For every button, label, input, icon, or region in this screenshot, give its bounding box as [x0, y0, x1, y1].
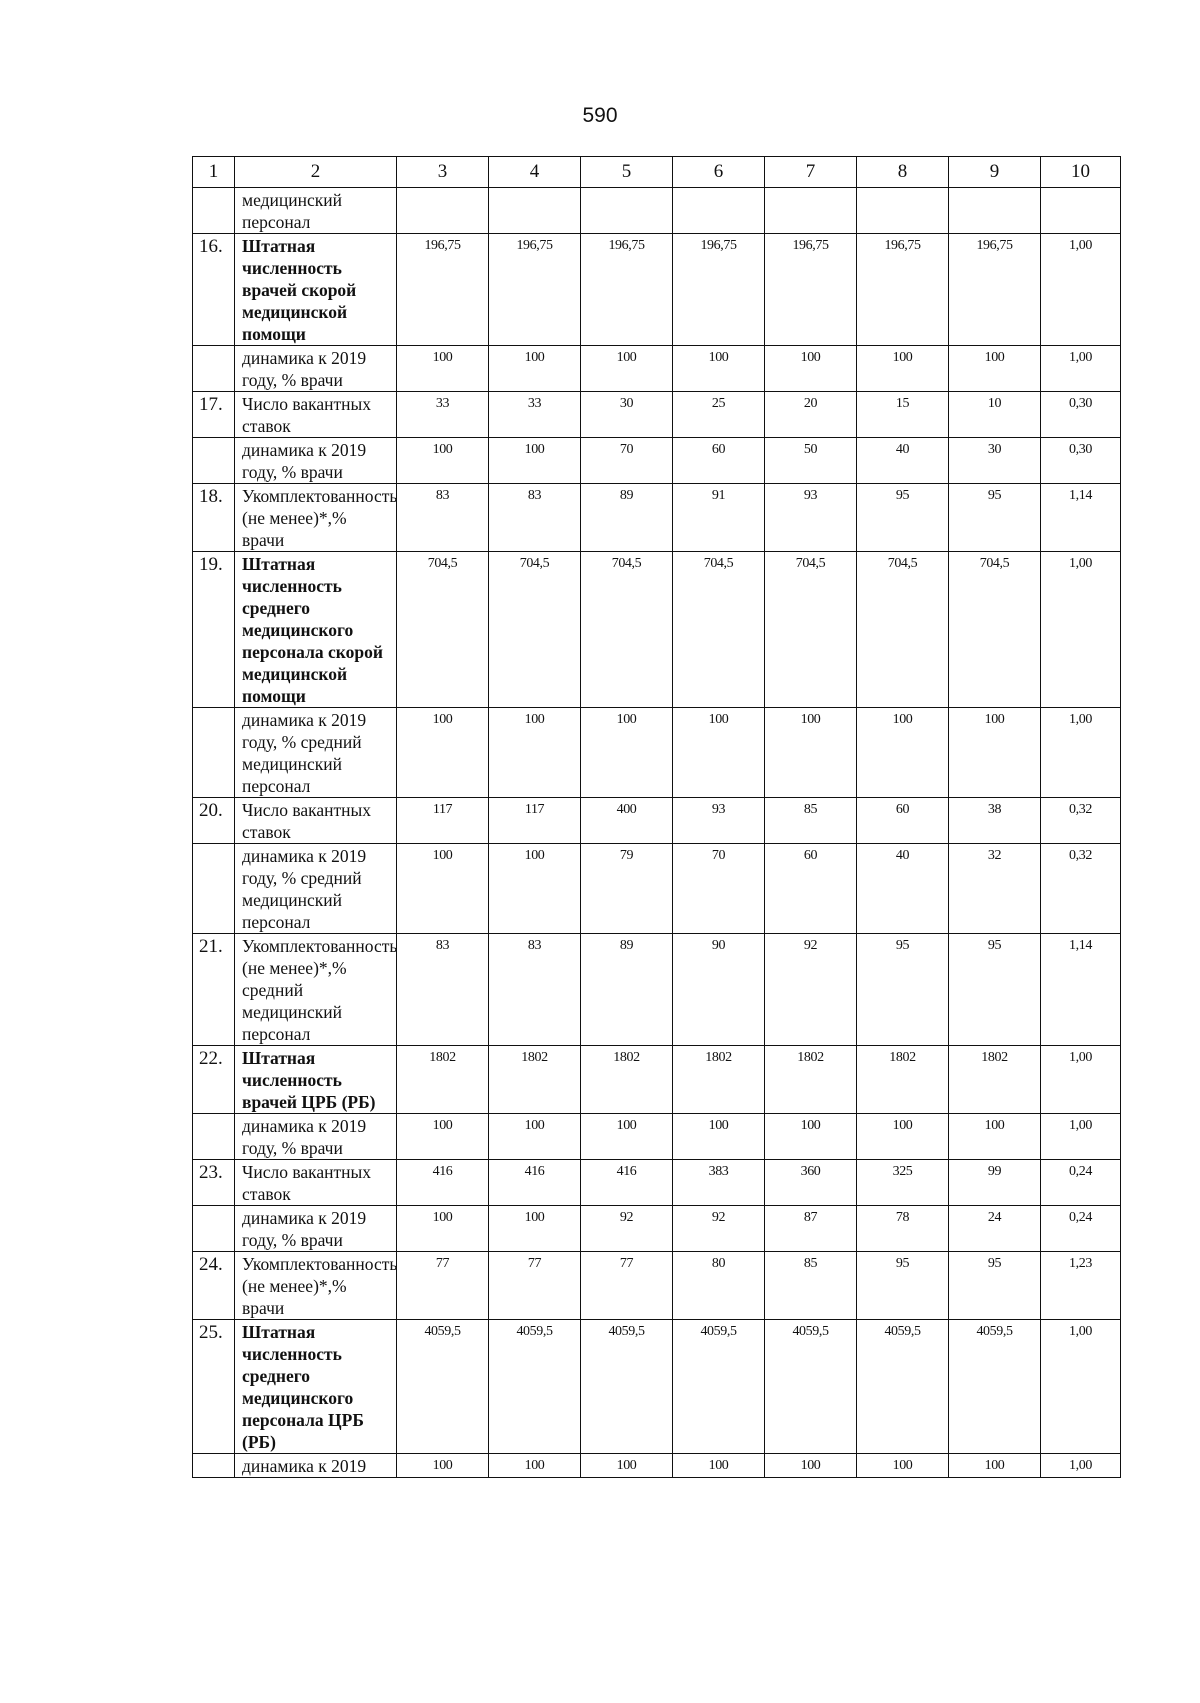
- row-number: [193, 708, 235, 798]
- table-row: [193, 1320, 1121, 1454]
- value-cell: 100: [765, 1454, 857, 1478]
- value-cell: 416: [581, 1160, 673, 1206]
- row-number: [193, 1114, 235, 1160]
- value-cell: 60: [857, 798, 949, 844]
- table-row: [193, 438, 1121, 484]
- column-header: 5: [581, 157, 673, 188]
- value-cell: 85: [765, 798, 857, 844]
- value-cell: 100: [857, 1114, 949, 1160]
- value-cell: 704,5: [857, 552, 949, 708]
- value-cell: 1,00: [1041, 346, 1121, 392]
- value-cell: 100: [397, 1114, 489, 1160]
- column-header: 2: [235, 157, 397, 188]
- column-header: 4: [489, 157, 581, 188]
- row-number: 19.: [193, 552, 235, 708]
- value-cell: 85: [765, 1252, 857, 1320]
- value-cell: [397, 188, 489, 234]
- value-cell: 95: [949, 484, 1041, 552]
- row-label: медицинский персонал: [235, 188, 397, 234]
- value-cell: 92: [581, 1206, 673, 1252]
- row-label: Число вакантных ставок: [235, 798, 397, 844]
- row-number: 23.: [193, 1160, 235, 1206]
- value-cell: 95: [949, 934, 1041, 1046]
- value-cell: 100: [673, 1454, 765, 1478]
- row-number: 21.: [193, 934, 235, 1046]
- row-number: 18.: [193, 484, 235, 552]
- value-cell: 100: [857, 346, 949, 392]
- row-number: 24.: [193, 1252, 235, 1320]
- value-cell: 100: [949, 708, 1041, 798]
- column-header: 10: [1041, 157, 1121, 188]
- table-row: [193, 1206, 1121, 1252]
- value-cell: 100: [397, 1454, 489, 1478]
- value-cell: 100: [673, 708, 765, 798]
- value-cell: 4059,5: [765, 1320, 857, 1454]
- value-cell: 100: [489, 1454, 581, 1478]
- value-cell: 32: [949, 844, 1041, 934]
- row-label: Штатная численность врачей скорой медицинской помощи: [235, 234, 397, 346]
- row-label: Штатная численность среднего медицинского персонала ЦРБ (РБ): [235, 1320, 397, 1454]
- value-cell: 89: [581, 934, 673, 1046]
- value-cell: [765, 188, 857, 234]
- value-cell: 0,24: [1041, 1160, 1121, 1206]
- table-row: [193, 1114, 1121, 1160]
- table-row: [193, 1252, 1121, 1320]
- value-cell: 117: [489, 798, 581, 844]
- table-row: [193, 552, 1121, 708]
- value-cell: 60: [765, 844, 857, 934]
- value-cell: 83: [397, 934, 489, 1046]
- value-cell: 87: [765, 1206, 857, 1252]
- column-header: 6: [673, 157, 765, 188]
- value-cell: 1,14: [1041, 484, 1121, 552]
- value-cell: 20: [765, 392, 857, 438]
- value-cell: 4059,5: [489, 1320, 581, 1454]
- value-cell: [489, 188, 581, 234]
- value-cell: 100: [857, 1454, 949, 1478]
- value-cell: 30: [581, 392, 673, 438]
- value-cell: 704,5: [397, 552, 489, 708]
- row-label: динамика к 2019 году, % врачи: [235, 346, 397, 392]
- value-cell: 100: [765, 708, 857, 798]
- value-cell: 93: [765, 484, 857, 552]
- value-cell: 1,00: [1041, 708, 1121, 798]
- value-cell: 79: [581, 844, 673, 934]
- value-cell: 325: [857, 1160, 949, 1206]
- value-cell: 100: [397, 438, 489, 484]
- value-cell: 1802: [765, 1046, 857, 1114]
- value-cell: 196,75: [765, 234, 857, 346]
- value-cell: 78: [857, 1206, 949, 1252]
- value-cell: 1802: [673, 1046, 765, 1114]
- column-header: 9: [949, 157, 1041, 188]
- column-header: 8: [857, 157, 949, 188]
- table-row: [193, 1454, 1121, 1478]
- value-cell: 4059,5: [397, 1320, 489, 1454]
- value-cell: 360: [765, 1160, 857, 1206]
- value-cell: 77: [489, 1252, 581, 1320]
- row-number: [193, 188, 235, 234]
- table-row: [193, 1046, 1121, 1114]
- value-cell: 83: [489, 484, 581, 552]
- value-cell: 33: [489, 392, 581, 438]
- row-label: Штатная численность среднего медицинского персонала скорой медицинской помощи: [235, 552, 397, 708]
- value-cell: 100: [397, 346, 489, 392]
- value-cell: 100: [581, 1454, 673, 1478]
- value-cell: [1041, 188, 1121, 234]
- value-cell: 196,75: [673, 234, 765, 346]
- value-cell: 383: [673, 1160, 765, 1206]
- value-cell: 196,75: [581, 234, 673, 346]
- value-cell: 4059,5: [949, 1320, 1041, 1454]
- value-cell: 70: [673, 844, 765, 934]
- value-cell: 38: [949, 798, 1041, 844]
- value-cell: 704,5: [581, 552, 673, 708]
- row-number: [193, 1454, 235, 1478]
- value-cell: 100: [581, 708, 673, 798]
- value-cell: 4059,5: [581, 1320, 673, 1454]
- value-cell: 100: [397, 1206, 489, 1252]
- value-cell: 25: [673, 392, 765, 438]
- value-cell: 1,14: [1041, 934, 1121, 1046]
- value-cell: 1802: [397, 1046, 489, 1114]
- value-cell: 10: [949, 392, 1041, 438]
- value-cell: 100: [581, 346, 673, 392]
- value-cell: 1802: [489, 1046, 581, 1114]
- value-cell: 416: [397, 1160, 489, 1206]
- value-cell: 100: [489, 346, 581, 392]
- value-cell: 1,00: [1041, 1046, 1121, 1114]
- value-cell: 100: [489, 708, 581, 798]
- value-cell: 100: [949, 1454, 1041, 1478]
- row-label: Укомплектованность (не менее)*,% средний медицинский персонал: [235, 934, 397, 1046]
- row-label: Штатная численность врачей ЦРБ (РБ): [235, 1046, 397, 1114]
- row-label: Укомплектованность (не менее)*,% врачи: [235, 484, 397, 552]
- value-cell: 40: [857, 844, 949, 934]
- table-row: [193, 188, 1121, 234]
- value-cell: 1,00: [1041, 552, 1121, 708]
- value-cell: [673, 188, 765, 234]
- value-cell: 0,24: [1041, 1206, 1121, 1252]
- value-cell: 1,00: [1041, 1114, 1121, 1160]
- value-cell: 400: [581, 798, 673, 844]
- value-cell: 33: [397, 392, 489, 438]
- value-cell: 60: [673, 438, 765, 484]
- value-cell: [949, 188, 1041, 234]
- row-number: [193, 1206, 235, 1252]
- row-label: Укомплектованность (не менее)*,% врачи: [235, 1252, 397, 1320]
- row-label: Число вакантных ставок: [235, 1160, 397, 1206]
- row-label: динамика к 2019 году, % врачи: [235, 1114, 397, 1160]
- row-label: динамика к 2019 году, % врачи: [235, 438, 397, 484]
- value-cell: 416: [489, 1160, 581, 1206]
- value-cell: 100: [581, 1114, 673, 1160]
- value-cell: 196,75: [397, 234, 489, 346]
- row-label: динамика к 2019: [235, 1454, 397, 1478]
- value-cell: 15: [857, 392, 949, 438]
- table-row: [193, 1160, 1121, 1206]
- value-cell: 93: [673, 798, 765, 844]
- value-cell: 100: [489, 844, 581, 934]
- table-row: [193, 844, 1121, 934]
- value-cell: 50: [765, 438, 857, 484]
- row-number: 17.: [193, 392, 235, 438]
- table-row: [193, 392, 1121, 438]
- value-cell: 0,30: [1041, 392, 1121, 438]
- value-cell: 95: [857, 1252, 949, 1320]
- table-row: [193, 346, 1121, 392]
- value-cell: 95: [857, 934, 949, 1046]
- column-header: 3: [397, 157, 489, 188]
- value-cell: [857, 188, 949, 234]
- value-cell: 100: [397, 844, 489, 934]
- value-cell: 1,00: [1041, 1320, 1121, 1454]
- value-cell: 100: [857, 708, 949, 798]
- row-label: динамика к 2019 году, % врачи: [235, 1206, 397, 1252]
- column-header: 7: [765, 157, 857, 188]
- row-number: [193, 346, 235, 392]
- table-row: [193, 484, 1121, 552]
- value-cell: 83: [397, 484, 489, 552]
- value-cell: 100: [397, 708, 489, 798]
- value-cell: 100: [673, 346, 765, 392]
- row-number: 20.: [193, 798, 235, 844]
- column-header: 1: [193, 157, 235, 188]
- value-cell: 196,75: [949, 234, 1041, 346]
- value-cell: 99: [949, 1160, 1041, 1206]
- value-cell: 704,5: [949, 552, 1041, 708]
- value-cell: 90: [673, 934, 765, 1046]
- value-cell: 30: [949, 438, 1041, 484]
- value-cell: 704,5: [765, 552, 857, 708]
- value-cell: 24: [949, 1206, 1041, 1252]
- row-label: динамика к 2019 году, % средний медицинский персонал: [235, 844, 397, 934]
- table-row: [193, 708, 1121, 798]
- value-cell: 95: [857, 484, 949, 552]
- value-cell: 100: [765, 346, 857, 392]
- value-cell: 70: [581, 438, 673, 484]
- value-cell: 95: [949, 1252, 1041, 1320]
- value-cell: 100: [673, 1114, 765, 1160]
- value-cell: 40: [857, 438, 949, 484]
- table-header-row: [193, 157, 1121, 188]
- staffing-table: [192, 156, 1121, 1478]
- table-row: [193, 798, 1121, 844]
- row-number: 16.: [193, 234, 235, 346]
- value-cell: 0,32: [1041, 798, 1121, 844]
- value-cell: 100: [949, 346, 1041, 392]
- value-cell: 92: [673, 1206, 765, 1252]
- value-cell: 1802: [581, 1046, 673, 1114]
- value-cell: 1,00: [1041, 234, 1121, 346]
- row-label: динамика к 2019 году, % средний медицинский персонал: [235, 708, 397, 798]
- row-number: 25.: [193, 1320, 235, 1454]
- value-cell: 1,23: [1041, 1252, 1121, 1320]
- value-cell: 1802: [949, 1046, 1041, 1114]
- value-cell: 91: [673, 484, 765, 552]
- value-cell: 0,32: [1041, 844, 1121, 934]
- value-cell: 77: [397, 1252, 489, 1320]
- value-cell: 704,5: [489, 552, 581, 708]
- value-cell: 100: [489, 1206, 581, 1252]
- value-cell: [581, 188, 673, 234]
- value-cell: 4059,5: [857, 1320, 949, 1454]
- value-cell: 89: [581, 484, 673, 552]
- value-cell: 80: [673, 1252, 765, 1320]
- page-number: 590: [582, 104, 618, 127]
- row-label: Число вакантных ставок: [235, 392, 397, 438]
- row-number: 22.: [193, 1046, 235, 1114]
- value-cell: 100: [489, 1114, 581, 1160]
- table-row: [193, 934, 1121, 1046]
- value-cell: 117: [397, 798, 489, 844]
- value-cell: 1,00: [1041, 1454, 1121, 1478]
- value-cell: 0,30: [1041, 438, 1121, 484]
- value-cell: 1802: [857, 1046, 949, 1114]
- value-cell: 100: [949, 1114, 1041, 1160]
- value-cell: 100: [489, 438, 581, 484]
- row-number: [193, 844, 235, 934]
- value-cell: 100: [765, 1114, 857, 1160]
- value-cell: 704,5: [673, 552, 765, 708]
- value-cell: 92: [765, 934, 857, 1046]
- value-cell: 77: [581, 1252, 673, 1320]
- value-cell: 4059,5: [673, 1320, 765, 1454]
- value-cell: 196,75: [857, 234, 949, 346]
- value-cell: 196,75: [489, 234, 581, 346]
- value-cell: 83: [489, 934, 581, 1046]
- row-number: [193, 438, 235, 484]
- table-row: [193, 234, 1121, 346]
